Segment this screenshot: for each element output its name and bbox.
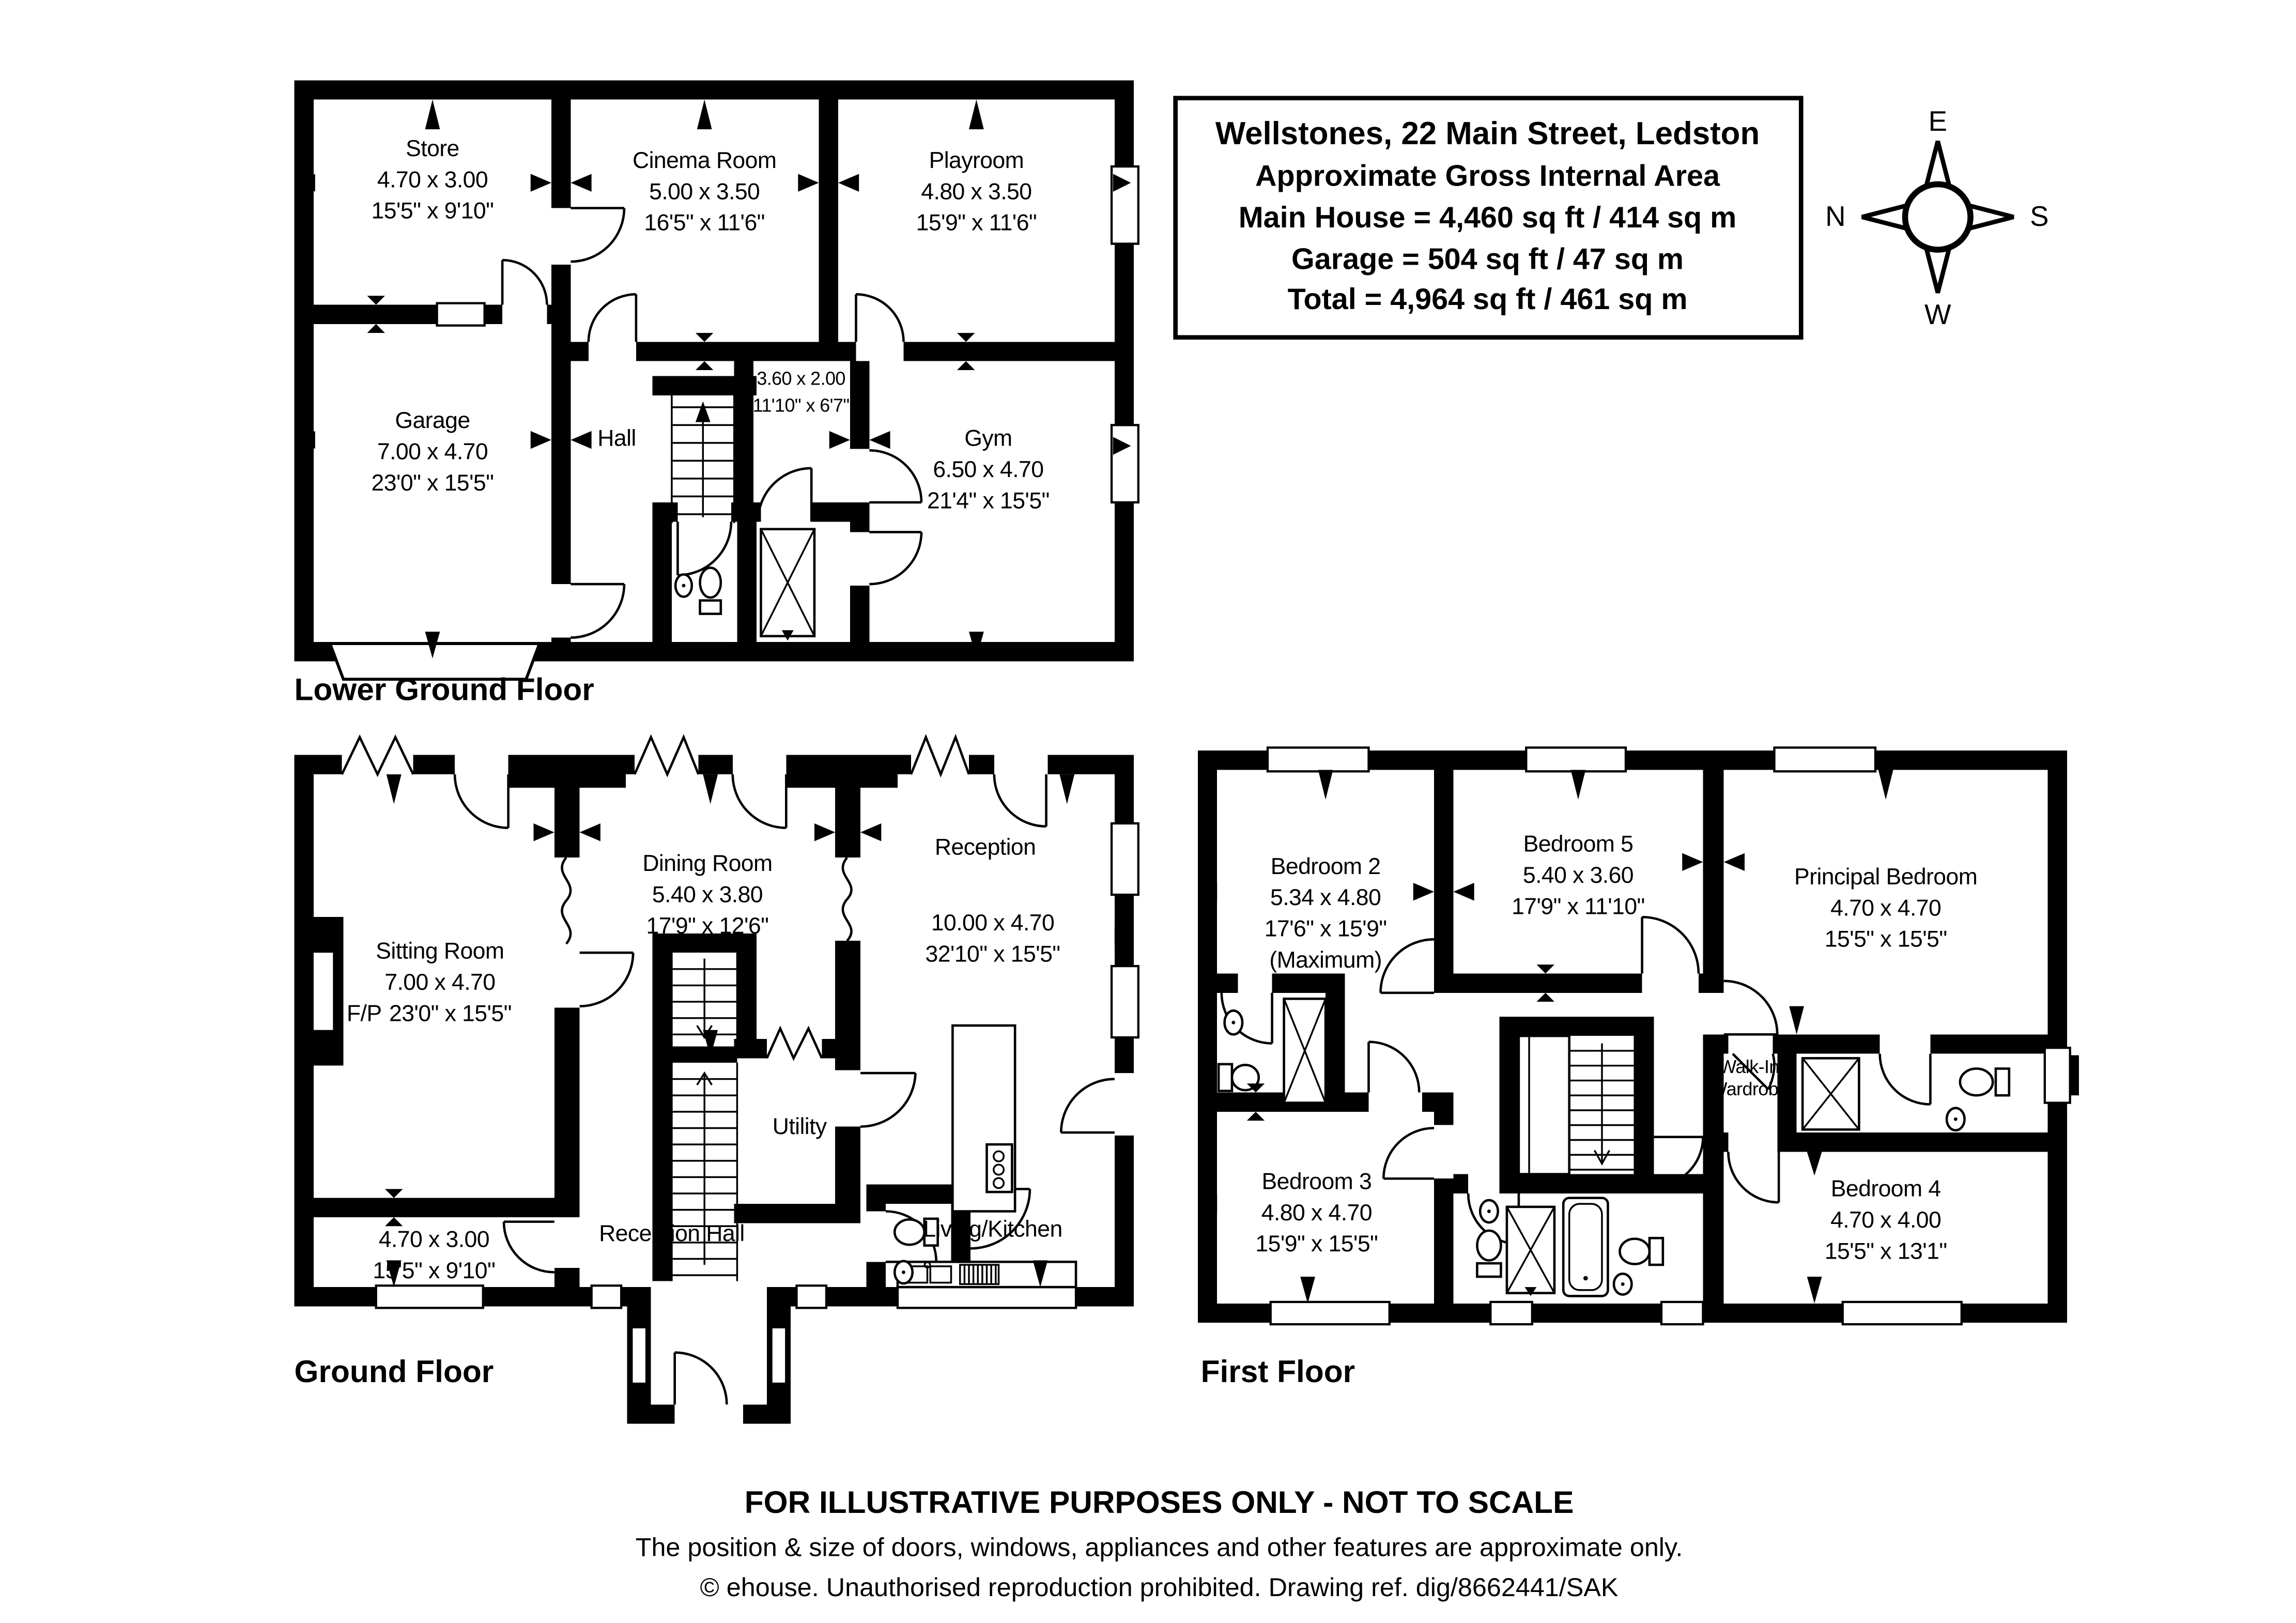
room-dining-imperial: 17'9" x 12'6" xyxy=(646,913,769,939)
window-bath-1 xyxy=(1490,1302,1532,1324)
window-hall-left xyxy=(592,1285,622,1308)
kitchen-counter xyxy=(898,1262,1076,1287)
room-reception-name: Reception xyxy=(934,834,1036,860)
ensuite-principal-fixtures xyxy=(1802,1058,2009,1130)
window-principal xyxy=(1775,747,1876,771)
fireplace-recess xyxy=(314,953,333,1030)
room-bed5-name: Bedroom 5 xyxy=(1523,831,1634,857)
bathtub-icon xyxy=(1563,1198,1608,1296)
room-office-imperial: 15'5" x 9'10" xyxy=(373,1258,496,1283)
window-hall-right xyxy=(796,1285,826,1308)
window-gym xyxy=(1112,425,1138,502)
room-cinema-name: Cinema Room xyxy=(632,147,777,173)
room-cinema-metric: 5.00 x 3.50 xyxy=(649,179,760,205)
window-bed2 xyxy=(1268,747,1369,771)
lower-ground-floor-label: Lower Ground Floor xyxy=(294,671,594,707)
room-store-lgf-imperial: 15'5" x 9'10" xyxy=(371,198,494,224)
room-reception-metric: 10.00 x 4.70 xyxy=(931,910,1055,936)
room-store-lgf-metric: 4.70 x 3.00 xyxy=(377,167,488,193)
staircase-lgf xyxy=(672,395,734,523)
room-garage-metric: 7.00 x 4.70 xyxy=(377,439,488,465)
window-reception-1 xyxy=(1112,823,1138,895)
staircase-ff xyxy=(1519,1036,1635,1174)
room-reception-imperial: 32'10" x 15'5" xyxy=(925,941,1060,967)
ground-floor-label: Ground Floor xyxy=(294,1354,494,1389)
room-garage-name: Garage xyxy=(395,408,470,434)
room-principal-imperial: 15'5" x 15'5" xyxy=(1824,926,1947,952)
room-bed4-metric: 4.70 x 4.00 xyxy=(1830,1207,1941,1233)
title-garage: Garage = 504 sq ft / 47 sq m xyxy=(1291,242,1684,276)
shower-icon xyxy=(1507,1207,1554,1296)
room-gym-name: Gym xyxy=(964,425,1012,451)
room-gym-imperial: 21'4" x 15'5" xyxy=(927,488,1050,514)
room-bed2-note: (Maximum) xyxy=(1269,947,1382,973)
shower-icon xyxy=(761,529,814,641)
compass-n: N xyxy=(1825,201,1846,233)
shower-icon xyxy=(1284,999,1326,1103)
compass-rose-icon xyxy=(1825,105,2048,330)
fireplace-label: F/P xyxy=(346,1001,382,1027)
door-gap-right xyxy=(1113,1073,1135,1136)
room-living-kitchen-name: Living/Kitchen xyxy=(923,1216,1062,1242)
room-principal-name: Principal Bedroom xyxy=(1794,864,1978,890)
room-bed2-imperial: 17'6" x 15'9" xyxy=(1264,916,1387,942)
room-sitting-imperial: 23'0" x 15'5" xyxy=(389,1001,512,1027)
shower-icon xyxy=(1802,1058,1859,1129)
room-store2-imperial: 11'10" x 6'7" xyxy=(752,394,850,416)
title-total: Total = 4,964 sq ft / 461 sq m xyxy=(1287,283,1688,316)
room-principal-metric: 4.70 x 4.70 xyxy=(1830,895,1941,921)
title-address: Wellstones, 22 Main Street, Ledston xyxy=(1215,115,1760,151)
kitchen-island xyxy=(952,1025,1015,1211)
footer-copyright: © ehouse. Unauthorised reproduction prohibited. Drawing ref. dig/8662441/SAK xyxy=(700,1572,1619,1602)
room-bed2-name: Bedroom 2 xyxy=(1270,853,1381,879)
window-bed4 xyxy=(1843,1302,1962,1324)
room-playroom-imperial: 15'9" x 11'6" xyxy=(916,210,1037,236)
room-dining-name: Dining Room xyxy=(642,851,773,877)
compass-w: W xyxy=(1924,298,1951,330)
footer-line1: FOR ILLUSTRATIVE PURPOSES ONLY - NOT TO SCALE xyxy=(744,1484,1574,1520)
room-hall-name: Hall xyxy=(597,425,636,451)
title-block xyxy=(1176,98,1801,338)
toilet-icon xyxy=(700,568,721,614)
room-gym-metric: 6.50 x 4.70 xyxy=(933,457,1044,483)
room-utility-name: Utility xyxy=(772,1113,827,1139)
room-bed3-metric: 4.80 x 4.70 xyxy=(1261,1200,1372,1226)
room-walkin-line2: Wardrobe xyxy=(1709,1078,1789,1100)
title-subtitle: Approximate Gross Internal Area xyxy=(1255,159,1720,193)
room-store2-metric: 3.60 x 2.00 xyxy=(757,368,845,389)
title-main-house: Main House = 4,460 sq ft / 414 sq m xyxy=(1238,201,1737,234)
cooktop-icon xyxy=(987,1144,1012,1192)
room-bed2-metric: 5.34 x 4.80 xyxy=(1270,885,1381,911)
room-bed3-name: Bedroom 3 xyxy=(1261,1169,1372,1195)
room-dining-metric: 5.40 x 3.80 xyxy=(652,882,763,908)
room-store2-name: Store xyxy=(779,341,823,362)
room-sitting-metric: 7.00 x 4.70 xyxy=(384,970,496,996)
window-store-lgf xyxy=(437,303,485,326)
toilet-icon xyxy=(1960,1068,2009,1095)
window-kitchen xyxy=(898,1285,1076,1308)
room-store-lgf-name: Store xyxy=(406,135,459,161)
room-sitting-name: Sitting Room xyxy=(376,938,504,964)
room-walkin-line1: Walk-In xyxy=(1719,1056,1779,1078)
room-garage-imperial: 23'0" x 15'5" xyxy=(371,470,494,496)
window-ensuite xyxy=(2045,1048,2070,1103)
room-reception-hall-name: Reception Hall xyxy=(599,1221,745,1247)
window-bed5 xyxy=(1526,747,1626,771)
first-floor-label: First Floor xyxy=(1200,1354,1355,1389)
room-bed3-imperial: 15'9" x 15'5" xyxy=(1255,1231,1378,1257)
room-bed4-name: Bedroom 4 xyxy=(1830,1176,1941,1202)
room-office-name: Office xyxy=(405,1196,463,1221)
room-playroom-name: Playroom xyxy=(929,147,1024,173)
window-porch-right xyxy=(772,1327,787,1384)
window-reception-2 xyxy=(1112,966,1138,1037)
room-bed4-imperial: 15'5" x 13'1" xyxy=(1824,1238,1947,1264)
toilet-icon xyxy=(1620,1238,1662,1265)
toilet-icon xyxy=(1477,1231,1501,1277)
window-bed3 xyxy=(1271,1302,1390,1324)
compass-e: E xyxy=(1928,105,1948,137)
footer-line2: The position & size of doors, windows, appliances and other features are approximate only. xyxy=(635,1532,1683,1562)
room-office-metric: 4.70 x 3.00 xyxy=(378,1227,489,1252)
room-bed5-imperial: 17'9" x 11'10" xyxy=(1512,894,1645,920)
window-porch-left xyxy=(631,1327,646,1384)
room-cinema-imperial: 16'5" x 11'6" xyxy=(644,210,765,236)
window-bath-2 xyxy=(1661,1302,1703,1324)
window-office xyxy=(376,1285,483,1308)
room-playroom-metric: 4.80 x 3.50 xyxy=(921,179,1032,205)
footer-disclaimer xyxy=(636,1484,1683,1602)
compass-s: S xyxy=(2030,201,2049,233)
room-bed5-metric: 5.40 x 3.60 xyxy=(1522,863,1634,889)
family-bathroom-fixtures xyxy=(1477,1198,1662,1296)
